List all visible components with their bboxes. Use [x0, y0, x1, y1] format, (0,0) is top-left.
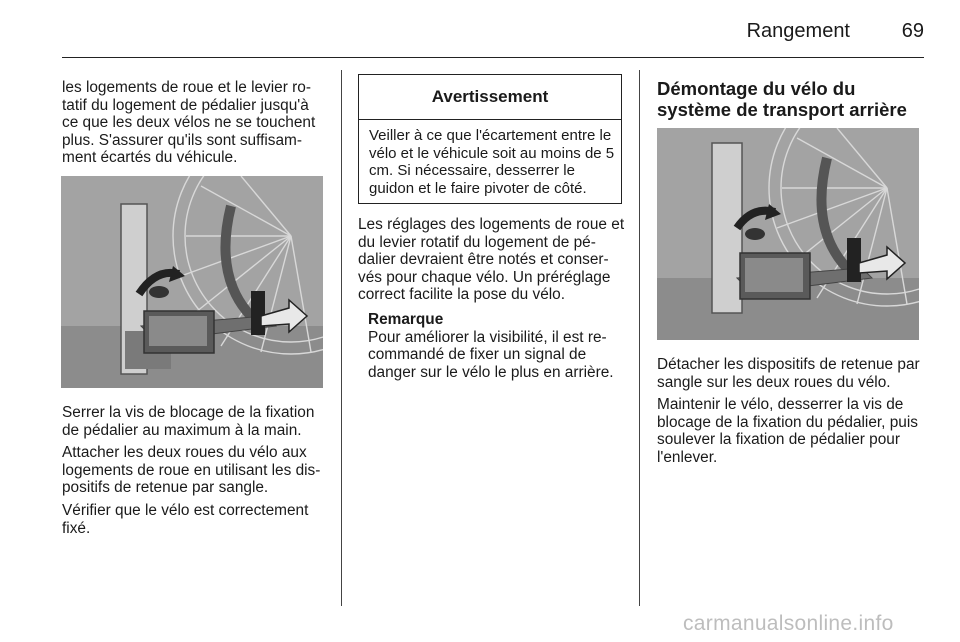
paragraph-attach-wheels: Attacher les deux roues du vélo aux logements de roue en utilisant les dis-positifs de retenue par sangle. [62, 444, 321, 496]
warning-text: Veiller à ce que l'écartement entre le vélo et le véhicule soit au moins de 5 cm. Si nécessaire, desserrer le guidon et le faire pivoter de côté. [369, 127, 615, 197]
section-heading: Démontage du vélo du système de transport arrière [657, 78, 907, 120]
paragraph-verify: Vérifier que le vélo est correctement fixé. [62, 502, 309, 537]
note-title: Remarque [368, 311, 444, 328]
note-text: Pour améliorer la visibilité, il est re-commandé de fixer un signal de danger sur le vélo le plus en arrière. [368, 328, 614, 381]
page-number: 69 [901, 20, 924, 42]
paragraph-settings: Les réglages des logements de roue et du levier rotatif du logement de pé-dalier devraient être notés et conser-vés pour chaque vélo. Un préréglage correct facilite la pose du vélo. [358, 216, 625, 303]
bike-mount-photo-2 [657, 128, 919, 340]
warning-box [358, 74, 622, 204]
note-block [368, 311, 628, 381]
column-divider-1 [341, 70, 342, 606]
warning-title: Avertissement [359, 75, 621, 120]
paragraph-tighten-screw: Serrer la vis de blocage de la fixation de pédalier au maximum à la main. [62, 404, 315, 439]
column-divider-2 [639, 70, 640, 606]
bike-mount-photo-1 [61, 176, 323, 388]
page-header-title: Rangement [746, 20, 850, 42]
intro-paragraph: les logements de roue et le levier ro-tatif du logement de pédalier jusqu'à ce que les deux vélos ne se touchent plus. S'assurer qu'ils sont suffisam-ment écartés du véhicule. [62, 79, 316, 166]
paragraph-detach-straps: Détacher les dispositifs de retenue par sangle sur les deux roues du vélo. [657, 356, 920, 391]
paragraph-remove-fixation: Maintenir le vélo, desserrer la vis de blocage de la fixation du pédalier, puis soulever la fixation de pédalier pour l'enlever. [657, 396, 918, 466]
header-rule [62, 57, 924, 58]
watermark: carmanualsonline.info [683, 612, 894, 635]
